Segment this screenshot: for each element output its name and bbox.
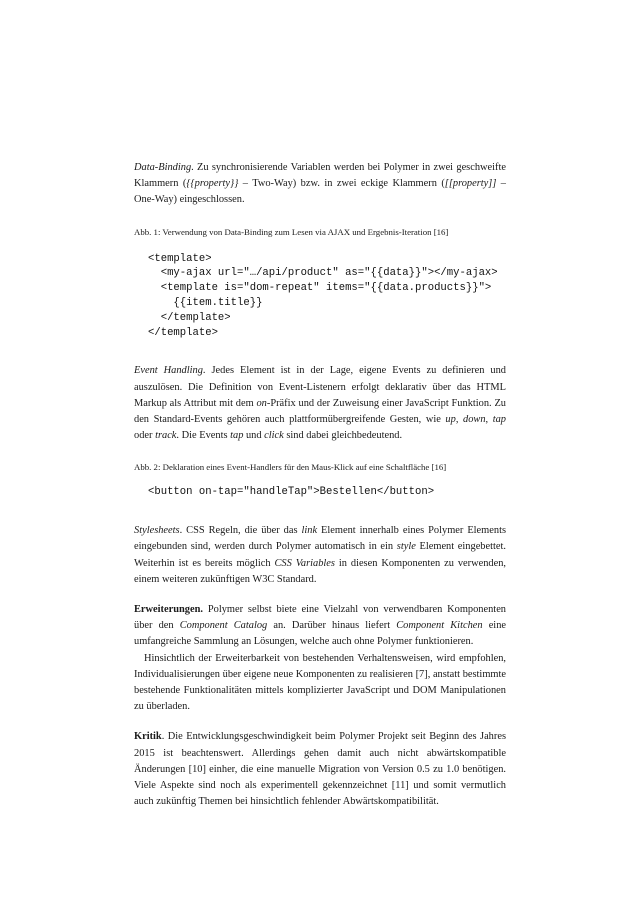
code-line: </template>	[148, 311, 231, 324]
paragraph-stylesheets: Stylesheets. CSS Regeln, die über das link Element innerhalb eines Polymer Elements eingebunden sind, werden durch Polymer automatisch in ein style Element eingebettet. Weiterhin ist es bereits möglich CSS Variables in diesen Komponenten zu verwenden, einem weiteren zukünftigen W3C Standard.	[134, 525, 506, 585]
code-line: {{item.title}}	[148, 297, 263, 309]
paragraph-event-handling: Event Handling. Jedes Element ist in der Lage, eigene Events zu definieren und auszulösen. Die Definition von Event-Listenern erfolgt deklarativ über das HTML Markup als Attribut mit dem on-Präfix und der Zuweisung einer JavaScript Funktion. Zu den Standard-Events gehören auch plattformübergreifende Gesten, wie up, down, tap oder track. Die Events tap und click sind dabei gleichbedeutend.	[134, 365, 506, 442]
term-event-handling: Event Handling	[134, 365, 203, 377]
term-stylesheets: Stylesheets	[134, 525, 180, 537]
syntax-two-way: {{property}}	[186, 178, 239, 190]
code-line: <template>	[148, 252, 212, 265]
code-line: </template>	[148, 326, 218, 339]
figure-2-code	[148, 485, 506, 500]
paragraph-erweiterungen: Erweiterungen. Polymer selbst biete eine Vielzahl von verwendbaren Komponenten über den Component Catalog an. Darüber hinaus liefert Component Kitchen eine umfangreiche Sammlung an Lösungen, welche auch ohne Polymer funktionieren.	[134, 604, 507, 648]
paragraph-erweiterungen-2: Hinsichtlich der Erweiterbarkeit von bestehenden Verhaltensweisen, wird empfohlen, Individualisierungen über eigene neue Komponenten zu realisieren [7], anstatt bestimmte bestehende Funktionalitäten mittels komplizierter JavaScript und DOM Manipulationen zu überladen.	[134, 652, 506, 713]
term-kritik: Kritik	[134, 731, 162, 743]
paragraph-data-binding: Data-Binding. Zu synchronisierende Variablen werden bei Polymer in zwei geschweifte Klammern ({{property}} – Two-Way) bzw. in zwei eckige Klammern ([[property]] – One-Way) eingeschlossen.	[134, 162, 507, 206]
paragraph-kritik: Kritik. Die Entwicklungsgeschwindigkeit beim Polymer Projekt seit Beginn des Jahres 2015 ist beachtenswert. Allerdings gehen damit auch nicht abwärtskompatible Änderungen [10] einher, die eine manuelle Migration von Version 0.5 zu 1.0 benötigen. Viele Aspekte sind noch als experimentell gekennzeichnet [11] und somit vermutlich auch zukünftig Themen bei hinsichtlich fehlender Abwärtskompatibilität.	[134, 731, 506, 808]
figure-1-code	[148, 252, 506, 341]
code-line: <my-ajax url="…/api/product" as="{{data}}"></my-ajax>	[148, 267, 498, 280]
code-line: <button on-tap="handleTap">Bestellen</button>	[148, 486, 435, 499]
term-data-binding: Data-Binding	[134, 162, 192, 173]
term-erweiterungen: Erweiterungen.	[134, 604, 203, 616]
figure-2-caption: Abb. 2: Deklaration eines Event-Handlers für den Maus-Klick auf eine Schaltfläche [16]	[134, 462, 447, 473]
document-page	[134, 152, 506, 810]
syntax-one-way: [[property]]	[444, 178, 497, 190]
figure-1-caption: Abb. 1: Verwendung von Data-Binding zum Lesen via AJAX und Ergebnis-Iteration [16]	[134, 226, 449, 237]
code-line: <template is="dom-repeat" items="{{data.products}}">	[148, 282, 492, 295]
